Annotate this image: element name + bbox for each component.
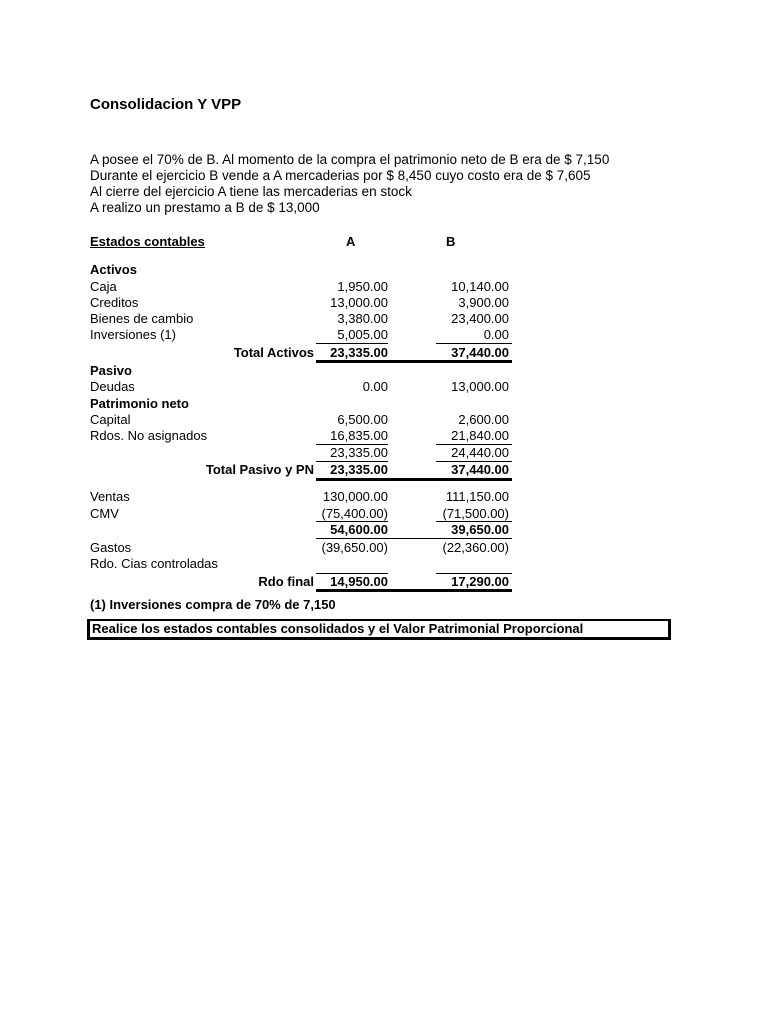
row-label: Rdo. Cias controladas xyxy=(90,556,218,571)
table-header-label: Estados contables xyxy=(90,234,205,249)
subtotal-value-b: 24,440.00 xyxy=(451,445,509,460)
footnote: (1) Inversiones compra de 70% de 7,150 xyxy=(90,597,336,612)
table-row xyxy=(0,378,768,395)
section-heading: Activos xyxy=(90,262,137,277)
value-b: 21,840.00 xyxy=(451,428,509,443)
double-rule xyxy=(316,478,512,481)
total-row-rdo-final xyxy=(0,573,768,590)
total-value-b: 17,290.00 xyxy=(451,574,509,589)
value-b: 13,000.00 xyxy=(451,379,509,394)
total-label: Total Activos xyxy=(233,345,314,360)
section-heading: Pasivo xyxy=(90,363,132,378)
table-row xyxy=(0,310,768,327)
value-a: (39,650.00) xyxy=(321,540,388,555)
row-label: Rdos. No asignados xyxy=(90,428,208,443)
value-b: 10,140.00 xyxy=(451,279,509,294)
row-label: Bienes de cambio xyxy=(90,311,194,326)
row-label: Deudas xyxy=(90,379,135,394)
table-row xyxy=(0,278,768,295)
total-row-activos xyxy=(0,344,768,361)
value-b: 2,600.00 xyxy=(458,412,509,427)
value-b: (22,360.00) xyxy=(442,540,509,555)
section-heading-pasivo xyxy=(0,362,768,379)
table-row-ventas xyxy=(0,488,768,505)
section-heading-activos xyxy=(0,261,768,278)
subtotal-value-b: 39,650.00 xyxy=(451,522,509,537)
section-heading: Patrimonio neto xyxy=(90,396,189,411)
table-row xyxy=(0,294,768,311)
statement-2: Durante el ejercicio B vende a A mercaderias por $ 8,450 cuyo costo era de $ 7,605 xyxy=(90,168,591,183)
total-value-a: 14,950.00 xyxy=(330,574,388,589)
row-label: Gastos xyxy=(90,540,132,555)
task-box xyxy=(87,619,671,640)
row-label: Inversiones (1) xyxy=(90,327,176,342)
row-label: Ventas xyxy=(90,489,130,504)
value-a: 13,000.00 xyxy=(330,295,388,310)
table-row xyxy=(0,411,768,428)
double-rule xyxy=(316,589,512,592)
statement-4: A realizo un prestamo a B de $ 13,000 xyxy=(90,200,320,215)
value-a: 16,835.00 xyxy=(330,428,388,443)
total-value-a: 23,335.00 xyxy=(330,345,388,360)
row-label: Caja xyxy=(90,279,117,294)
value-b: 3,900.00 xyxy=(458,295,509,310)
value-a: 130,000.00 xyxy=(322,489,388,504)
column-header-b: B xyxy=(446,234,456,249)
total-label: Rdo final xyxy=(258,574,314,589)
value-a: 3,380.00 xyxy=(337,311,388,326)
table-row xyxy=(0,427,768,444)
column-header-a: A xyxy=(346,234,356,249)
total-value-b: 37,440.00 xyxy=(451,462,509,477)
row-label: CMV xyxy=(90,506,119,521)
value-a: (75,400.00) xyxy=(321,506,388,521)
statement-3: Al cierre del ejercicio A tiene las mercaderias en stock xyxy=(90,184,412,199)
total-label: Total Pasivo y PN xyxy=(205,462,314,477)
row-label: Capital xyxy=(90,412,131,427)
section-heading-patrimonio xyxy=(0,395,768,412)
page-title: Consolidacion Y VPP xyxy=(90,96,242,113)
subtotal-row-patrimonio xyxy=(0,444,768,461)
row-label: Creditos xyxy=(90,295,139,310)
table-row-gastos xyxy=(0,539,768,556)
table-row-cmv xyxy=(0,505,768,522)
task-text: Realice los estados contables consolidados y el Valor Patrimonial Proporcional xyxy=(92,621,584,636)
table-row-cias xyxy=(0,555,768,572)
total-value-a: 23,335.00 xyxy=(330,462,388,477)
subtotal-row-bruto xyxy=(0,521,768,538)
table-row xyxy=(0,326,768,343)
value-b: 111,150.00 xyxy=(445,489,509,504)
subtotal-value-a: 23,335.00 xyxy=(330,445,388,460)
value-b: 0.00 xyxy=(483,327,509,342)
value-a: 6,500.00 xyxy=(337,412,388,427)
total-value-b: 37,440.00 xyxy=(451,345,509,360)
value-a: 0.00 xyxy=(362,379,388,394)
value-b: 23,400.00 xyxy=(451,311,509,326)
value-a: 1,950.00 xyxy=(337,279,388,294)
subtotal-value-a: 54,600.00 xyxy=(330,522,388,537)
value-b: (71,500.00) xyxy=(442,506,509,521)
value-a: 5,005.00 xyxy=(337,327,388,342)
statement-1: A posee el 70% de B. Al momento de la compra el patrimonio neto de B era de $ 7,150 xyxy=(90,152,610,167)
total-row-pasivo-pn xyxy=(0,461,768,478)
